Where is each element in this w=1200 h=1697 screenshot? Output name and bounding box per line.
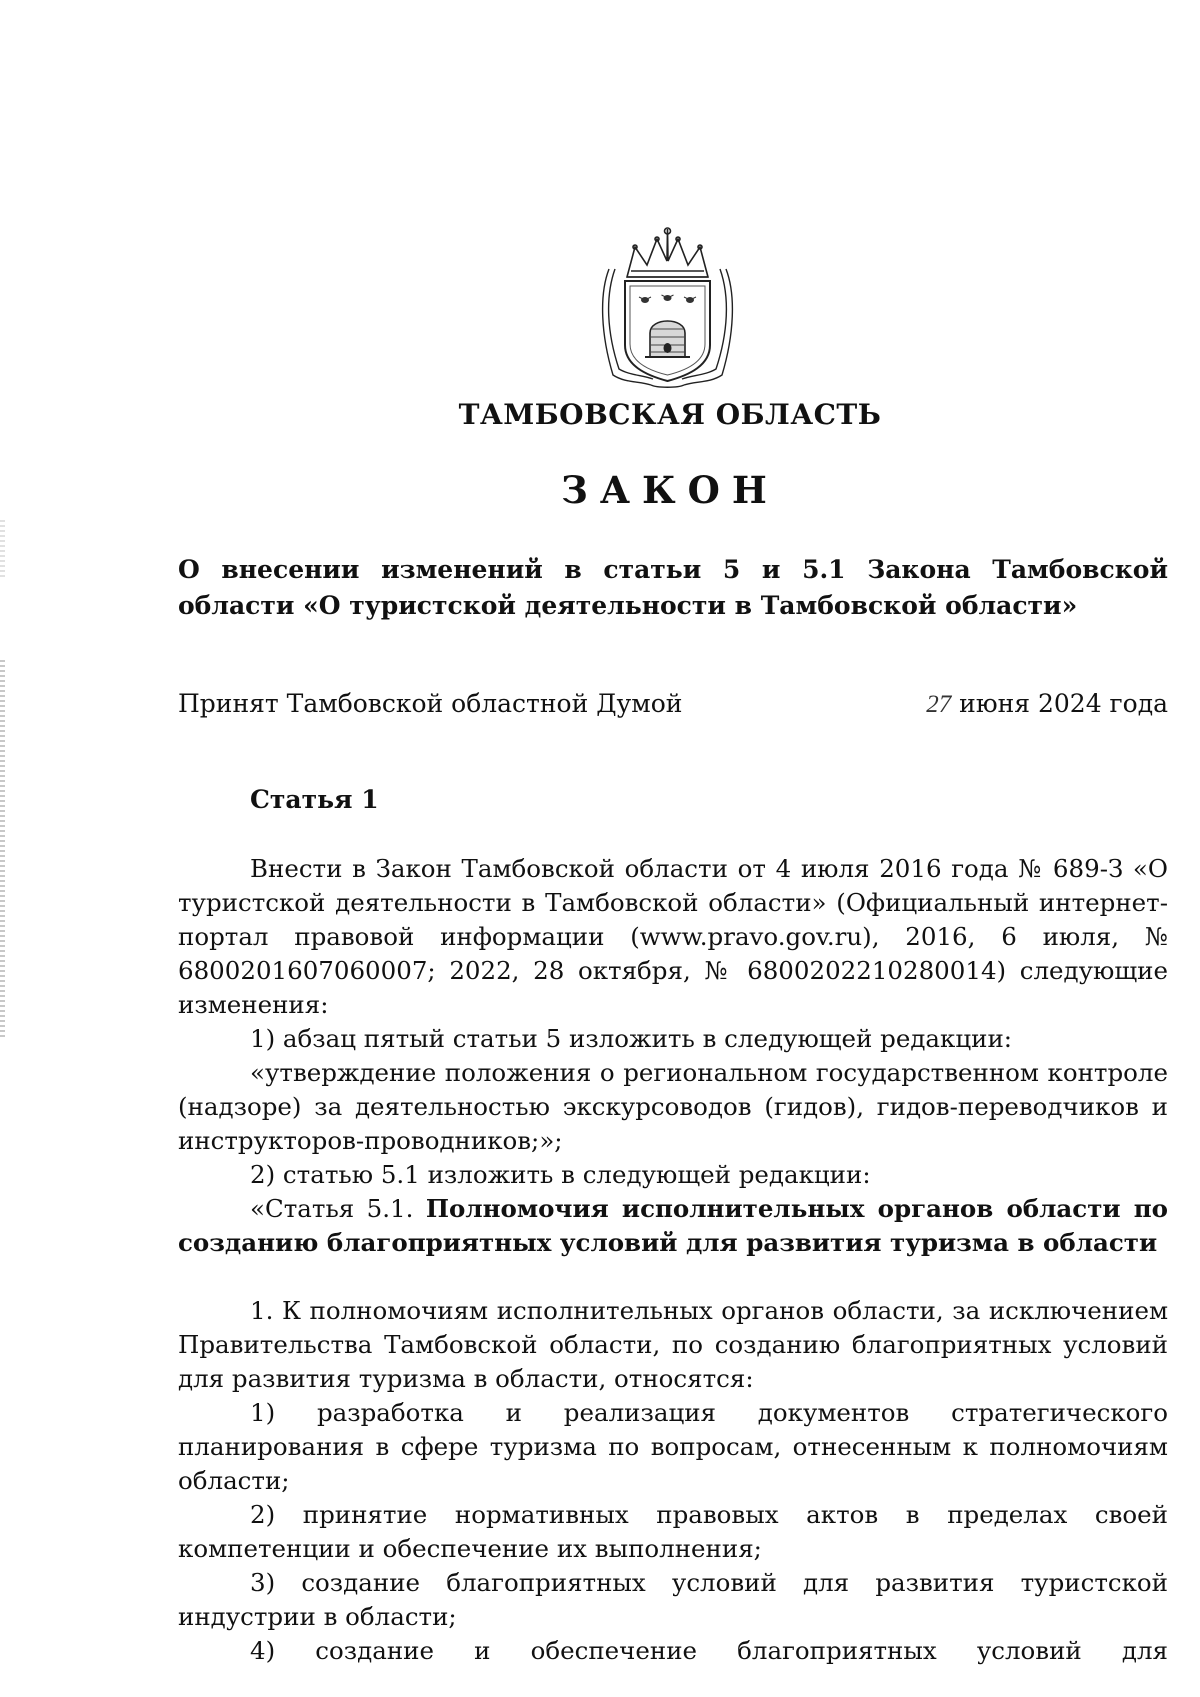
coat-of-arms-emblem [595,225,740,390]
scan-edge-artifact [0,660,5,1040]
law-subject-title: О внесении изменений в статьи 5 и 5.1 Закона Тамбовской области «О туристской деятельности в Тамбовской области» [178,555,1168,620]
list-item: 4) создание и обеспечение благоприятных условий для [250,1636,1168,1665]
adoption-day-handwritten: 27 [926,691,952,718]
list-item: 1) разработка и реализация документов стратегического планирования в сфере туризма по вопросам, отнесенным к полномочиям области; [178,1398,1168,1495]
article-heading: Статья 1 [250,785,379,814]
document-type-title: ЗАКОН [561,468,779,512]
article-paragraph: 1) абзац пятый статьи 5 изложить в следующей редакции: [250,1024,1013,1053]
article-body [178,852,1168,1668]
sub-article-title: Полномочия исполнительных органов области по созданию благоприятных условий для развития туризма в области [178,1194,1168,1257]
article-paragraph: Внести в Закон Тамбовской области от 4 июля 2016 года № 689-З «О туристской деятельности в Тамбовской области» (Официальный интернет-портал правовой информации (www.pravo.gov.ru), 2016, 6 июля, № 6800201607060007; 2022, 28 октября, № 6800202210280014) следующие изменения: [178,854,1168,1019]
adoption-date-rest: июня 2024 года [959,689,1168,718]
sub-article-heading [178,1192,1168,1260]
sub-article-prefix: «Статья 5.1. [250,1194,426,1223]
adoption-date [926,689,1168,719]
article-paragraph: «утверждение положения о региональном государственном контроле (надзоре) за деятельностью экскурсоводов (гидов), гидов-переводчиков и инструкторов-проводников;»; [178,1058,1168,1155]
article-paragraph: 2) статью 5.1 изложить в следующей редакции: [250,1160,871,1189]
region-title: ТАМБОВСКАЯ ОБЛАСТЬ [458,398,882,431]
list-item: 3) создание благоприятных условий для развития туристской индустрии в области; [178,1568,1168,1631]
adoption-line [178,689,1168,719]
scan-edge-artifact [0,520,5,580]
adopting-body: Принят Тамбовской областной Думой [178,689,683,718]
list-item: 1. К полномочиям исполнительных органов области, за исключением Правительства Тамбовской области, по созданию благоприятных условий для развития туризма в области, относятся: [178,1296,1168,1393]
list-item: 2) принятие нормативных правовых актов в пределах своей компетенции и обеспечение их выполнения; [178,1500,1168,1563]
